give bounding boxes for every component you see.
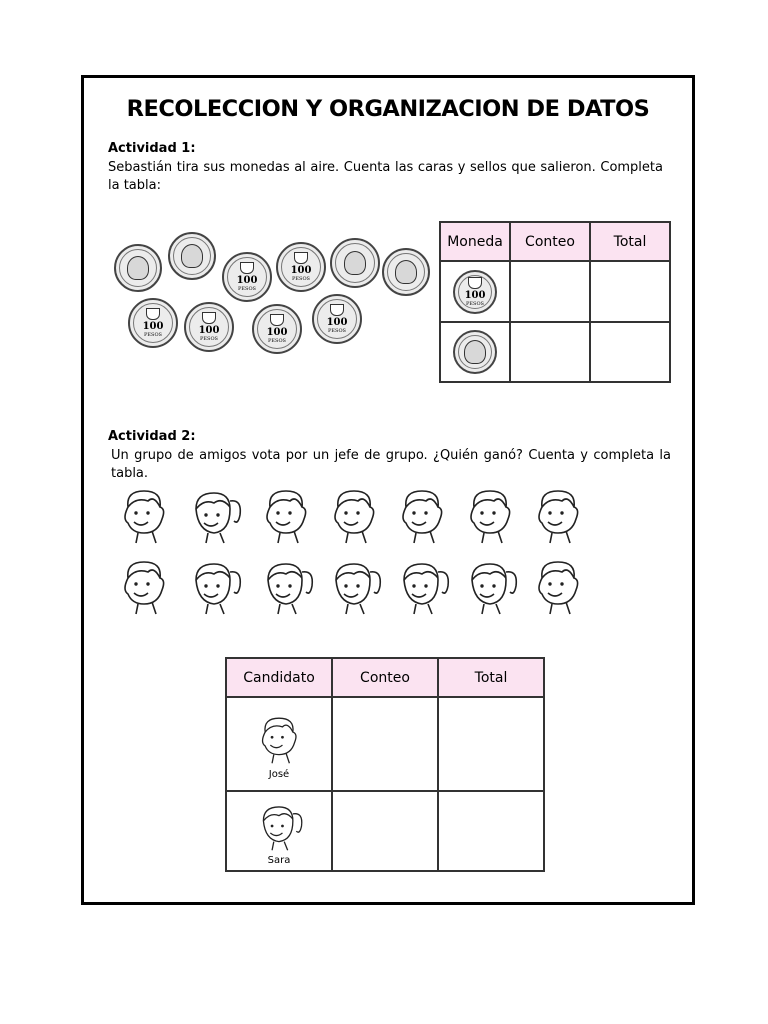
activity-1-instructions: Sebastián tira sus monedas al aire. Cuenta las caras y sellos que salieron. Completa la tabla:	[108, 160, 663, 193]
activity-1-label: Actividad 1:	[108, 141, 196, 156]
boy-face-icon	[114, 556, 174, 616]
total-cell[interactable]	[438, 697, 544, 791]
coin-tails-icon: 100 PESOS	[453, 270, 497, 314]
coin-tails-cell	[440, 261, 510, 322]
coin-heads	[382, 248, 430, 296]
coin-heads-icon	[453, 330, 497, 374]
boy-face-icon	[253, 709, 305, 769]
conteo-cell[interactable]	[510, 322, 590, 382]
header-conteo: Conteo	[332, 658, 438, 697]
header-moneda: Moneda	[440, 222, 510, 261]
header-conteo: Conteo	[510, 222, 590, 261]
coin-count-table	[439, 221, 671, 383]
activity-2-label: Actividad 2:	[108, 429, 196, 444]
boy-face-icon	[460, 485, 520, 545]
girl-face-icon	[392, 556, 452, 616]
coin-heads-cell	[440, 322, 510, 382]
coin-tails: 100 PESOS	[184, 302, 234, 352]
coin-heads	[168, 232, 216, 280]
girl-face-icon	[253, 797, 305, 855]
boy-face-icon	[324, 485, 384, 545]
coin-tails: 100 PESOS	[312, 294, 362, 344]
boy-face-icon	[528, 485, 588, 545]
worksheet	[81, 75, 695, 905]
activity-2-instructions: Un grupo de amigos vota por un jefe de grupo. ¿Quién ganó? Cuenta y completa la tabla.	[111, 448, 671, 481]
coin-heads	[330, 238, 380, 288]
girl-face-icon	[184, 556, 244, 616]
coin-group	[108, 230, 448, 370]
candidate-jose-cell	[226, 697, 332, 791]
girl-face-icon	[324, 556, 384, 616]
conteo-cell[interactable]	[510, 261, 590, 322]
boy-face-icon	[256, 485, 316, 545]
coin-tails: 100 PESOS	[252, 304, 302, 354]
total-cell[interactable]	[590, 261, 670, 322]
coin-heads	[114, 244, 162, 292]
coin-tails: 100 PESOS	[222, 252, 272, 302]
girl-face-icon	[460, 556, 520, 616]
candidate-sara-cell	[226, 791, 332, 871]
girl-face-icon	[256, 556, 316, 616]
boy-face-icon	[528, 556, 588, 616]
candidate-name: José	[268, 768, 290, 780]
vote-count-table	[225, 657, 545, 872]
girl-face-icon	[184, 485, 244, 545]
header-total: Total	[438, 658, 544, 697]
boy-face-icon	[114, 485, 174, 545]
header-candidato: Candidato	[226, 658, 332, 697]
total-cell[interactable]	[438, 791, 544, 871]
candidate-name: Sara	[267, 854, 291, 866]
conteo-cell[interactable]	[332, 791, 438, 871]
coin-tails: 100 PESOS	[276, 242, 326, 292]
total-cell[interactable]	[590, 322, 670, 382]
boy-face-icon	[392, 485, 452, 545]
conteo-cell[interactable]	[332, 697, 438, 791]
page-title: RECOLECCION Y ORGANIZACION DE DATOS	[126, 96, 650, 122]
header-total: Total	[590, 222, 670, 261]
coin-tails: 100 PESOS	[128, 298, 178, 348]
